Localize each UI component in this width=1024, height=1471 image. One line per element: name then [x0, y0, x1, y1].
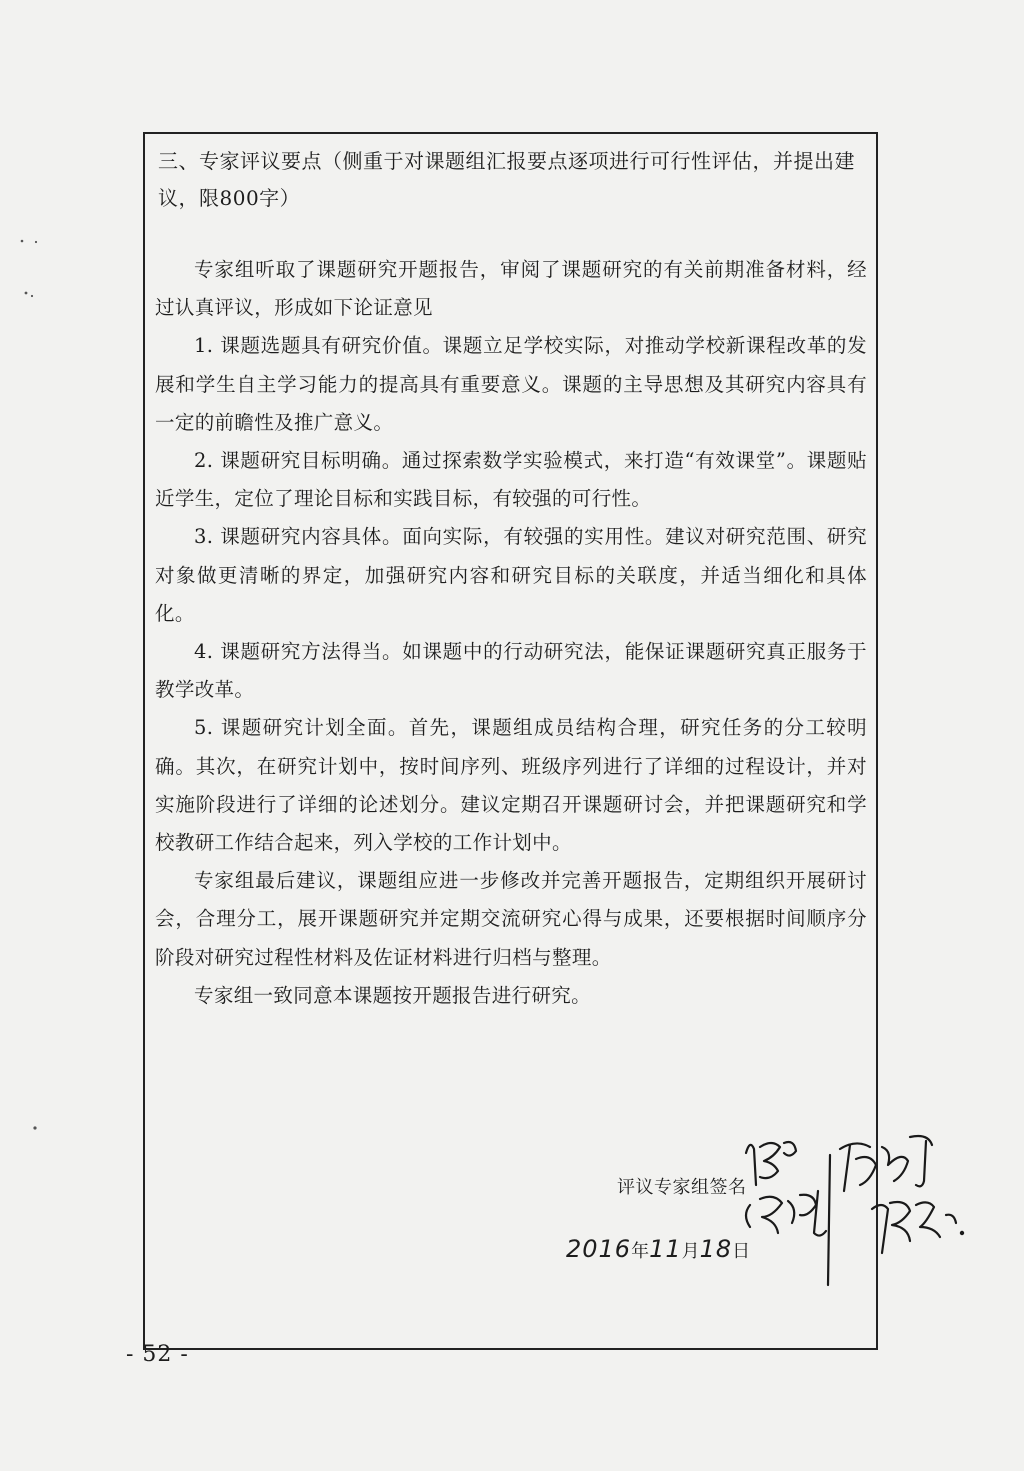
signature-stroke — [882, 1147, 908, 1181]
date-day: 18 — [699, 1235, 733, 1263]
signature-stroke — [784, 1142, 796, 1156]
signature-stroke — [760, 1143, 780, 1178]
date-month: 11 — [649, 1235, 682, 1263]
signature-stroke — [872, 1202, 910, 1253]
opinion-paragraph-1: 1. 课题选题具有研究价值。课题立足学校实际，对推动学校新课程改革的发展和学生自主学习能力的提高具有重要意义。课题的主导思想及其研究内容具有一定的前瞻性及推广意义。 — [155, 334, 867, 434]
signature-label: 评议专家组签名 — [617, 1177, 747, 1198]
opinion-paragraph-5: 5. 课题研究计划全面。首先，课题组成员结构合理，研究任务的分工较明确。其次，在研究计划中，按时间序列、班级序列进行了详细的过程设计，并对实施阶段进行了详细的论述划分。建议定期召开课题研讨会，并把课题研究和学校教研工作结合起来，列入学校的工作计划中。 — [155, 716, 867, 855]
signature-stroke — [910, 1136, 932, 1186]
opinion-paragraph-2: 2. 课题研究目标明确。通过探索数学实验模式，来打造“有效课堂”。课题贴近学生，定位了理论目标和实践目标，有较强的可行性。 — [155, 449, 867, 511]
date-year-unit: 年 — [631, 1241, 650, 1262]
signature-stroke — [828, 1155, 830, 1285]
section-heading: 三、专家评议要点（侧重于对课题组汇报要点逐项进行可行性评估，并提出建议，限800字） — [158, 149, 855, 210]
opinion-paragraph-intro: 专家组听取了课题研究开题报告，审阅了课题研究的有关前期准备材料，经过认真评议，形成如下论证意见 — [155, 258, 867, 320]
opinion-paragraph-4: 4. 课题研究方法得当。如课题中的行动研究法，能保证课题研究真正服务于教学改革。 — [155, 640, 867, 702]
signature-stroke — [788, 1191, 826, 1236]
signature-stroke — [916, 1202, 956, 1237]
signature-dot — [960, 1231, 964, 1235]
signature-date — [566, 1235, 750, 1263]
date-month-unit: 月 — [681, 1241, 700, 1262]
signature-stroke — [746, 1145, 756, 1185]
signature-stroke — [746, 1197, 782, 1233]
date-day-unit: 日 — [732, 1241, 751, 1262]
signature-stroke — [840, 1143, 876, 1191]
date-year: 2016 — [566, 1235, 632, 1263]
expert-opinion-body — [155, 251, 867, 1015]
page-number: - 52 - — [126, 1342, 189, 1367]
opinion-paragraph-3: 3. 课题研究内容具体。面向实际，有较强的实用性。建议对研究范围、研究对象做更清晰的界定，加强研究内容和研究目标的关联度，并适当细化和具体化。 — [155, 525, 867, 625]
handwritten-signatures — [740, 1125, 980, 1300]
opinion-paragraph-conclusion: 专家组一致同意本课题按开题报告进行研究。 — [194, 983, 592, 1007]
scan-specks — [0, 0, 140, 1200]
opinion-paragraph-suggestion: 专家组最后建议，课题组应进一步修改并完善开题报告，定期组织开展研讨会，合理分工，展开课题研究并定期交流研究心得与成果，还要根据时间顺序分阶段对研究过程性材料及佐证材料进行归档与整理。 — [155, 869, 867, 969]
